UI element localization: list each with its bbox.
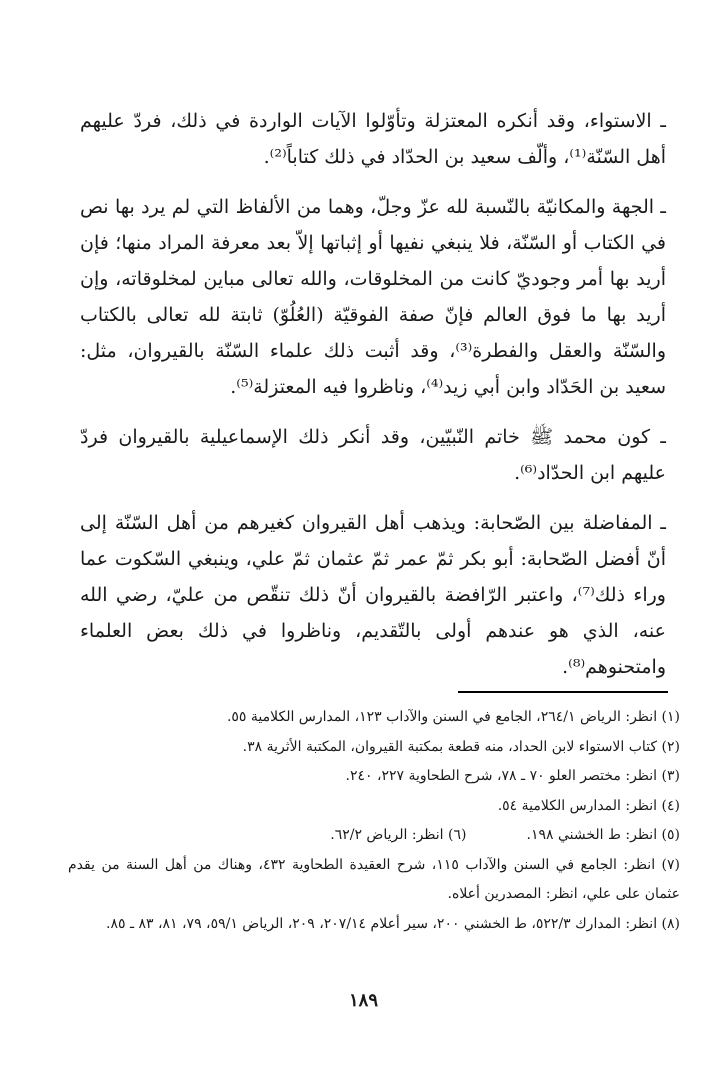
page-number: ١٨٩ [348,990,378,1011]
footnote-3: (٣) انظر: مختصر العلو ٧٠ ـ ٧٨، شرح الطحاوية ٢٢٧، ٢٤٠. [345,768,680,784]
paragraph-mufadala [80,505,666,685]
footnote-separator [458,691,668,693]
paragraph-text: ـ الجهة والمكانيّة بالنّسبة لله عزّ وجلّ، وهما من الألفاظ التي لم يرد بها نص في الكتاب أو السّنّة، فلا ينبغي نفيها أو إثباتها إلاّ بعد معرفة المراد منها؛ فإن أريد بها أمر وجوديّ كانت من المخلوقات، والله تعالى مباين لمخلوقاته، وإن أريد بها ما فوق العالم فإنّ صفة الفوقيّة (العُلُوّ) ثابتة لله تعالى بالكتاب والسّنّة والعقل والفطرة⁽³⁾، وقد أثبت ذلك علماء السّنّة بالقيروان، مثل: سعيد بن الحَدّاد وابن أبي زيد⁽⁴⁾، وناظروا فيه المعتزلة⁽⁵⁾. [80,196,666,398]
footnote-4: (٤) انظر: المدارس الكلامية ٥٤. [497,797,680,814]
footnote-5: (٥) انظر: ط الخشني ١٩٨. [526,827,680,843]
footnote-7: (٧) انظر: الجامع في السنن والآداب ١١٥، شرح العقيدة الطحاوية ٤٣٢، وهناك من أهل السنة من يقدم عثمان على علي، انظر: المصدرين أعلاه. [68,856,680,902]
paragraph-text: ـ الاستواء، وقد أنكره المعتزلة وتأوّلوا الآيات الواردة في ذلك، فردّ عليهم أهل السّنّة⁽¹⁾، وألّف سعيد بن الحدّاد في ذلك كتاباً⁽²⁾. [80,110,666,168]
paragraph-jiha [80,189,666,405]
paragraph-istiwa [80,103,666,175]
footnote-8: (٨) انظر: المدارك ٥٢٢/٣، ط الخشني ٢٠٠، سير أعلام ٢٠٧/١٤، ٢٠٩، الرياض ٥٩/١، ٧٩، ٨١، ٨٣ ـ ٨٥. [106,915,680,932]
paragraph-text: ـ المفاضلة بين الصّحابة: ويذهب أهل القيروان كغيرهم من أهل السّنّة إلى أنّ أفضل الصّحابة: أبو بكر ثمّ عمر ثمّ عثمان ثمّ علي، وينبغي السّكوت عما وراء ذلك⁽⁷⁾، واعتبر الرّافضة بالقيروان أنّ ذلك تنقّص من عليّ، رضي الله عنه، الذي هو عندهم أولى بالتّقديم، وناظروا في ذلك بعض العلماء وامتحنوهم⁽⁸⁾. [80,512,666,678]
footnote-row-5-6 [68,821,680,851]
footnote-1: (١) انظر: الرياض ٢٦٤/١، الجامع في السنن والآداب ١٢٣، المدارس الكلامية ٥٥. [226,709,680,725]
footnotes [68,703,680,939]
paragraph-text: ـ كون محمد ﷺ خاتم النّبيّين، وقد أنكر ذلك الإسماعيلية بالقيروان فردّ عليهم ابن الحدّاد⁽⁶⁾. [80,426,666,484]
paragraph-khatam [80,419,666,491]
footnote-2: (٢) كتاب الاستواء لابن الحداد، منه قطعة بمكتبة القيروان، المكتبة الأثرية ٣٨. [242,738,680,755]
main-text [80,103,666,699]
footnote-6: (٦) انظر: الرياض ٦٢/٢. [330,827,467,843]
